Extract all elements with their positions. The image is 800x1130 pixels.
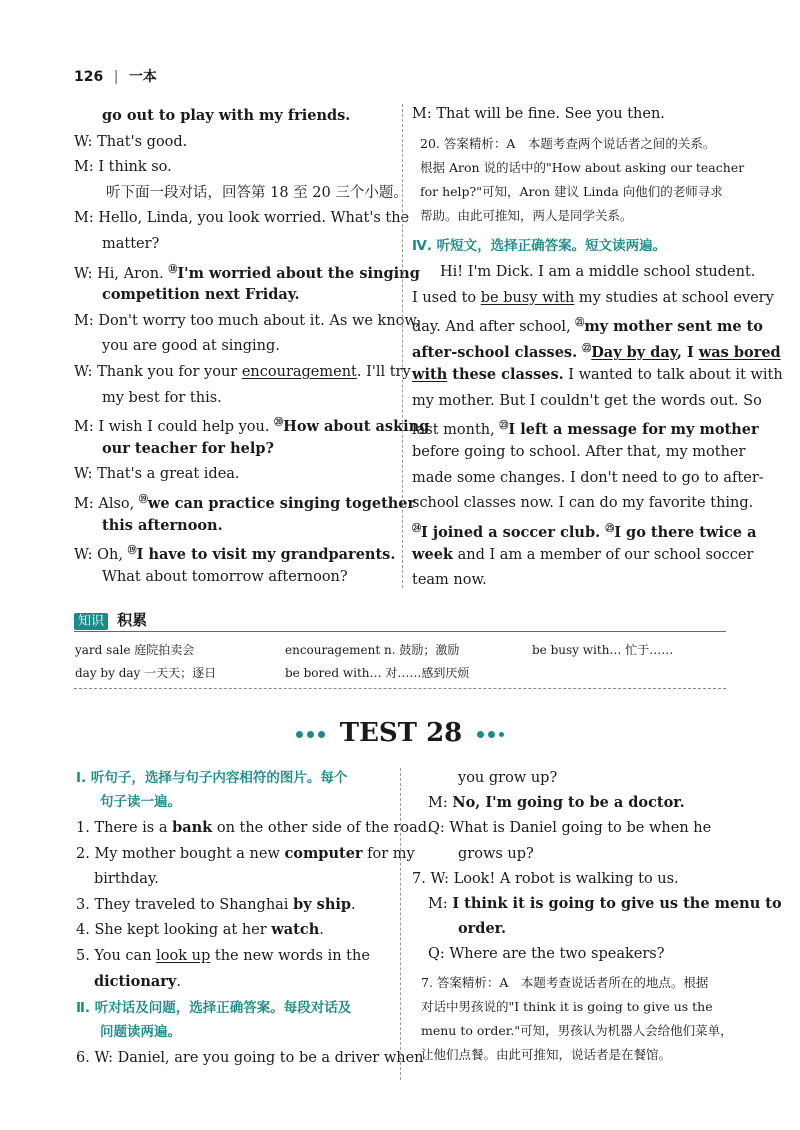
text-segment: . I'll try	[356, 364, 411, 380]
text-segment: order.	[458, 920, 507, 938]
text-line	[74, 541, 395, 565]
text-line	[74, 464, 240, 484]
text-segment: What about tomorrow afternoon?	[102, 568, 348, 585]
text-segment: M: I wish I could help you.	[74, 419, 275, 436]
text-line	[102, 567, 348, 587]
text-line	[412, 416, 759, 440]
section-heading-line: 问题读两遍。	[100, 1024, 181, 1040]
text-segment: birthday.	[94, 871, 159, 888]
text-segment: competition next Friday.	[102, 286, 300, 304]
text-segment: W: That's a great idea.	[74, 466, 240, 483]
text-line	[102, 336, 280, 356]
section-heading-line: Ⅱ. 听对话及问题，选择正确答案。每段对话及	[76, 1000, 352, 1016]
text-line	[412, 391, 762, 411]
text-segment: ㉑	[575, 318, 585, 329]
knowledge-item: day by day 一天天；逐日	[75, 666, 217, 680]
text-line	[102, 285, 300, 305]
text-segment: I wanted to talk about it with	[563, 366, 783, 383]
text-line	[428, 818, 711, 838]
note-line: 根据 Aron 说的话中的"How about asking our teacher	[420, 160, 745, 175]
text-segment: ㉒	[582, 344, 592, 355]
text-segment: 7. W: Look! A robot is walking to us.	[412, 870, 679, 887]
knowledge-item: be bored with… 对……感到厌烦	[285, 666, 470, 680]
text-segment: my best for this.	[102, 389, 222, 406]
text-segment: school classes now. I can do my favorite thing.	[412, 495, 754, 512]
text-segment: M: Also,	[74, 495, 139, 512]
text-segment: our teacher for help?	[102, 439, 275, 457]
text-line	[428, 894, 782, 914]
text-line	[74, 311, 420, 331]
text-segment: watch	[271, 921, 320, 939]
text-segment: ⑱	[168, 264, 178, 275]
text-segment: these classes.	[447, 365, 564, 383]
text-segment: for my	[362, 845, 415, 862]
text-segment: 4. She kept looking at her	[76, 922, 272, 939]
note-line: 7. 答案精析：A 本题考查说话者所在的地点。根据	[421, 975, 709, 990]
text-segment: the new words in the	[210, 948, 370, 964]
text-line	[76, 844, 415, 864]
text-segment: 5. You can	[76, 948, 157, 964]
note-line: menu to order."可知，男孩认为机器人会给他们菜单，	[421, 1023, 733, 1038]
page-header: 126 | 一本	[74, 69, 157, 85]
text-line	[412, 570, 487, 590]
text-segment: made some changes. I don't need to go to after-	[412, 469, 764, 486]
text-segment: ㉔	[412, 524, 422, 534]
knowledge-title: 积累	[117, 611, 148, 629]
text-line	[458, 919, 506, 939]
section-heading-line: Ⅰ. 听句子，选择与句子内容相符的图片。每个	[76, 770, 348, 786]
column-divider-top	[402, 104, 403, 588]
text-segment: bank	[172, 819, 213, 836]
text-segment: .	[176, 973, 181, 990]
text-line	[412, 104, 665, 124]
column-divider-bottom	[400, 768, 401, 1080]
text-segment: M: Hello, Linda, you look worried. What's the	[74, 210, 410, 227]
text-line	[76, 946, 370, 966]
text-line	[76, 818, 432, 838]
text-line	[74, 157, 172, 177]
text-line	[412, 313, 763, 337]
text-segment: 3. They traveled to Shanghai	[76, 896, 294, 913]
text-segment: 2. My mother bought a new	[76, 845, 285, 862]
text-segment: by ship	[293, 895, 352, 913]
text-line	[440, 262, 755, 282]
text-segment: we can practice singing together	[147, 494, 416, 512]
text-segment: before going to school. After that, my mother	[412, 443, 746, 460]
text-segment: Q: What is Daniel going to be when he	[428, 820, 712, 837]
text-segment: my mother sent me to	[584, 318, 763, 336]
text-segment: last month,	[412, 422, 500, 439]
text-line	[412, 365, 783, 385]
text-segment: M: Don't worry too much about it. As we know,	[74, 312, 420, 329]
test-title-text: TEST 28	[339, 718, 463, 748]
text-segment: look up	[156, 948, 211, 964]
text-line	[76, 920, 324, 940]
text-segment: team now.	[412, 572, 487, 589]
text-line	[412, 519, 756, 543]
text-segment: M:	[428, 896, 453, 912]
text-line	[428, 944, 665, 964]
text-segment: ㉓	[499, 421, 509, 432]
text-segment: I'm worried about the singing	[177, 264, 420, 282]
text-segment: computer	[284, 844, 363, 862]
text-line	[94, 972, 181, 992]
text-segment: .	[319, 922, 324, 939]
text-segment: encouragement	[241, 364, 357, 380]
note-line: 20. 答案精析：A 本题考查两个说话者之间的关系。	[420, 136, 716, 151]
note-line: 帮助。由此可推知，两人是同学关系。	[420, 208, 633, 223]
text-segment: my mother. But I couldn't get the words out. So	[412, 392, 762, 409]
text-line	[102, 106, 350, 126]
text-line	[74, 362, 411, 382]
text-segment: my studies at school every	[574, 289, 774, 306]
text-line	[74, 260, 420, 284]
text-line	[458, 768, 557, 788]
text-segment: on the other side of the road.	[212, 820, 432, 836]
text-segment: , I	[676, 343, 699, 361]
knowledge-item: be busy with… 忙于……	[532, 643, 674, 657]
text-segment: this afternoon.	[102, 516, 223, 534]
note-line: 对话中男孩说的"I think it is going to give us the	[421, 999, 713, 1014]
text-segment: be busy with	[480, 289, 575, 306]
text-segment: I joined a soccer club.	[421, 523, 606, 541]
text-segment: and I am a member of our school soccer	[452, 546, 754, 563]
text-line	[74, 208, 409, 228]
text-line	[74, 413, 429, 437]
section-4-heading: Ⅳ. 听短文，选择正确答案。短文读两遍。	[412, 238, 667, 254]
text-segment: Hi! I'm Dick. I am a middle school student.	[440, 264, 756, 280]
text-segment: I left a message for my mother	[508, 421, 759, 439]
text-segment: I have to visit my grandparents.	[136, 546, 396, 564]
text-segment: day. And after school,	[412, 319, 576, 336]
text-segment: after-school classes.	[412, 343, 583, 361]
text-segment: No, I'm going to be a doctor.	[452, 794, 685, 812]
text-line	[458, 844, 534, 864]
text-line	[412, 869, 679, 889]
text-segment: Q: Where are the two speakers?	[428, 946, 665, 963]
text-segment: W: Thank you for your	[74, 364, 242, 380]
text-segment: ㉕	[605, 524, 615, 534]
text-line	[102, 388, 222, 408]
text-segment: matter?	[102, 236, 160, 252]
text-line	[412, 339, 781, 363]
text-line	[412, 442, 745, 462]
text-segment: 6. W: Daniel, are you going to be a driver when	[76, 1050, 424, 1066]
knowledge-top-rule	[74, 631, 726, 632]
text-segment: 1. There is a	[76, 820, 173, 836]
text-segment: I go there twice a	[614, 523, 757, 541]
text-segment: .	[351, 896, 356, 913]
note-line: for help?"可知，Aron 建议 Linda 向他们的老师寻求	[420, 184, 723, 199]
text-segment: ⑳	[274, 418, 284, 429]
text-segment: you are good at singing.	[102, 338, 280, 355]
knowledge-item: encouragement n. 鼓励；激励	[285, 643, 460, 657]
text-segment: go out to play with my friends.	[102, 107, 351, 124]
text-line	[102, 439, 274, 459]
text-segment: I used to	[412, 289, 481, 306]
text-segment: Day by day	[591, 343, 677, 361]
note-line: 让他们点餐。由此可推知，说话者是在餐馆。	[421, 1047, 672, 1062]
text-segment: was bored	[698, 343, 781, 361]
text-line	[412, 493, 753, 513]
section-heading-line: 句子读一遍。	[100, 794, 181, 810]
text-line	[94, 869, 159, 889]
text-segment: W: That's good.	[74, 133, 188, 150]
text-line	[76, 1048, 424, 1068]
text-line	[428, 793, 685, 813]
text-line	[74, 132, 187, 152]
text-segment: I think it is going to give us the menu to	[452, 895, 782, 912]
text-segment: How about asking	[283, 418, 430, 436]
text-line	[74, 490, 415, 514]
text-segment: W: Hi, Aron.	[74, 265, 169, 282]
text-line	[76, 895, 356, 915]
text-line	[412, 545, 753, 565]
text-segment: M:	[428, 795, 453, 812]
knowledge-header	[74, 609, 147, 630]
text-segment: with	[412, 365, 448, 383]
text-segment: grows up?	[458, 845, 534, 862]
text-segment: dictionary	[94, 972, 177, 990]
text-segment: M: I think so.	[74, 159, 172, 176]
text-line	[412, 468, 764, 488]
text-segment: M: That will be fine. See you then.	[412, 106, 665, 122]
page-number: 126	[74, 69, 104, 85]
knowledge-bottom-rule	[74, 688, 726, 689]
text-segment: week	[412, 545, 453, 563]
text-line	[412, 288, 774, 308]
text-segment: ⑲	[127, 546, 137, 557]
knowledge-tag: 知识	[74, 613, 108, 630]
text-segment: 听下面一段对话，回答第 18 至 20 三个小题。	[106, 184, 408, 201]
text-segment: you grow up?	[458, 770, 558, 786]
text-segment: ⑲	[138, 495, 148, 505]
text-line	[102, 516, 223, 536]
knowledge-item: yard sale 庭院拍卖会	[75, 643, 195, 657]
brand-name: 一本	[128, 69, 157, 85]
text-segment: W: Oh,	[74, 547, 128, 564]
text-line	[102, 234, 159, 254]
test-title	[0, 718, 800, 748]
text-line	[106, 183, 408, 203]
